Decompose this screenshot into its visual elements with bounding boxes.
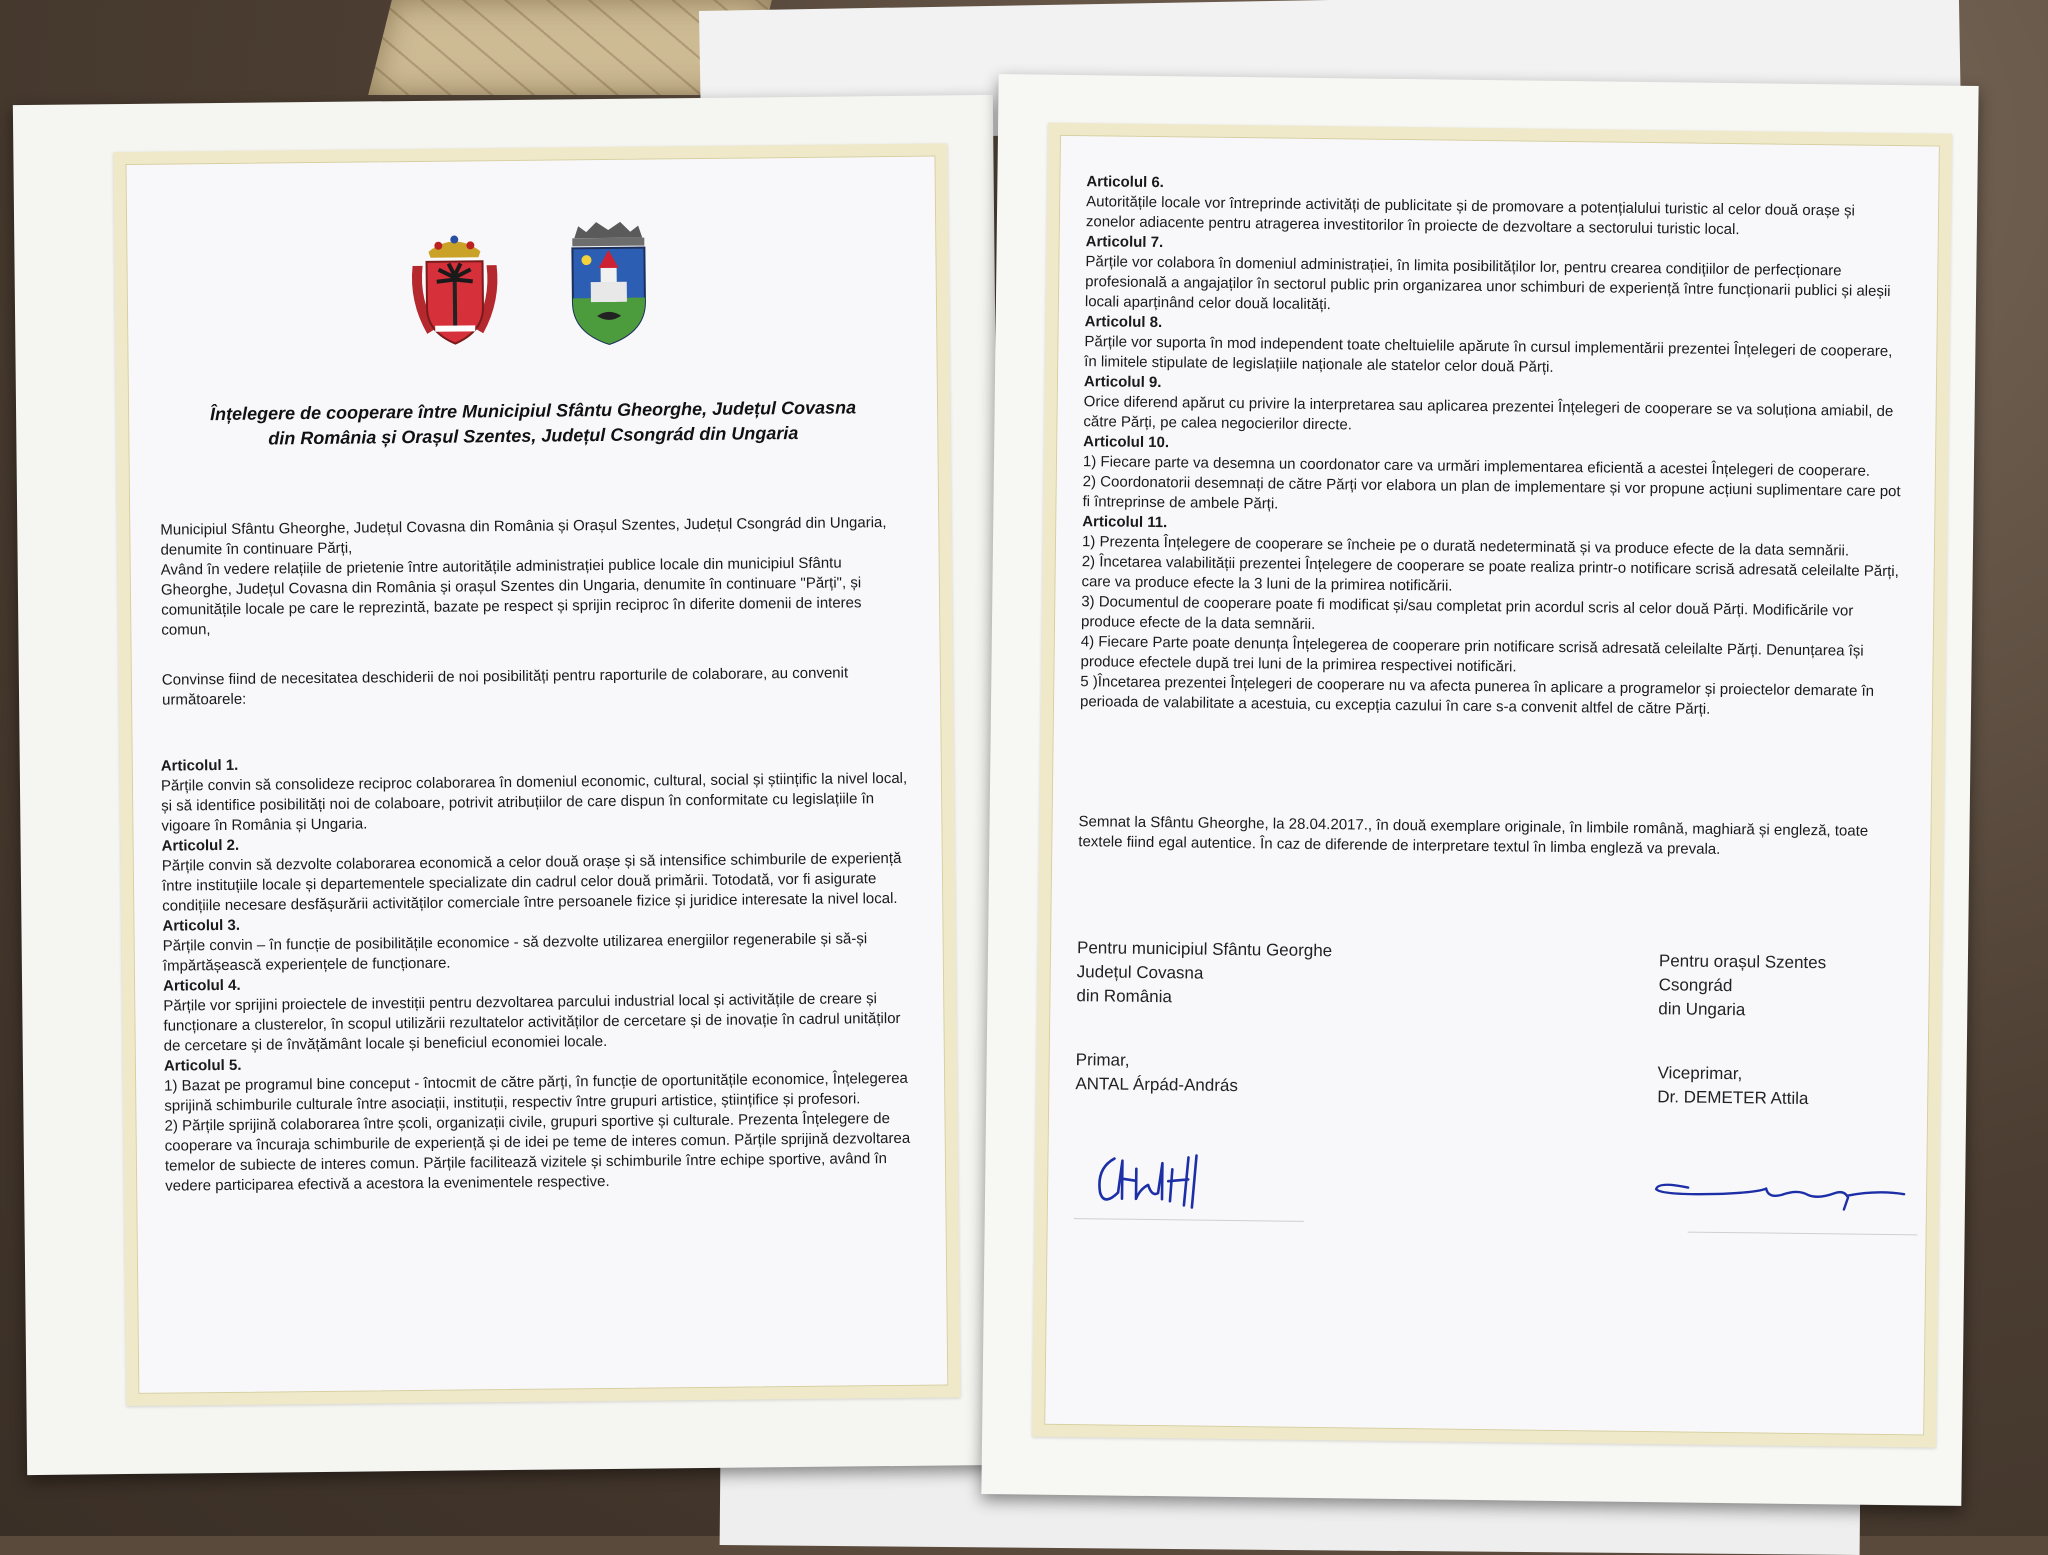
article-text: Părțile vor colabora în domeniul administrației, în limita posibilităților lor, pentru crearea condițiilor de perfecționare profesională a angajaților în sectorul public prin organizarea unor schimburi de experiență între funcționarii publici și aleșii locali aparținând celor două localități. <box>1084 253 1891 314</box>
signatory-sfantu-gheorghe <box>1075 936 1477 1101</box>
article-text: 1) Bazat pe programul bine conceput - întocmit de către părți, în funcție de oportunitățile economice, Înțelegerea sprijină schimburile culturale între asociații, instituții, respectiv între grupuri artistice, științifice și profesori. <box>164 1069 908 1115</box>
article-heading: Articolul 5. <box>163 1056 242 1075</box>
article-text: 2) Părțile sprijină colaborarea între școli, organizații civile, grupuri sportive și culturale. Prezenta Înțelegere de cooperare va încuraja schimburile de experiență și de idei pe teme de interes comun. Părțile sprijină dezvoltarea temelor de subiecte de interes comun. Părțile facilitează vizitele și schimburile între echipe sportive, având în vedere participarea efectivă a acestora la evenimentele respective. <box>164 1110 911 1195</box>
article-text: Părțile convin – în funcție de posibilitățile economice - să dezvolte utilizarea energiilor regenerabile și să-și împărtășească experiențele de funcționare. <box>162 930 868 975</box>
article-heading: Articolul 7. <box>1085 233 1164 252</box>
signatory-line: Pentru municipiul Sfântu Georghe <box>1076 938 1333 961</box>
sfantu-gheorghe-crest-icon <box>408 221 501 350</box>
szentes-crest-icon <box>562 219 655 348</box>
article-text: Orice diferend apărut cu privire la interpretarea sau aplicarea prezentei Înțelegeri de cooperare se va soluționa amiabil, de către Părți, pe calea negocierilor directe. <box>1083 393 1894 434</box>
article-heading: Articolul 11. <box>1082 513 1168 532</box>
preamble-considering: Având în vedere relațiile de prietenie între autoritățile administrației publice locale din municipiul Sfântu Gheorghe, Județul Covasna din România și orașul Szentes din Ungaria, denumite în continuare "Părți", și comunitățile locale pe care le reprezintă, bazate pe respect și sprijin reciproc în diferite domenii de interes comun, <box>160 554 862 639</box>
article-text: 5 )Încetarea prezentei Înțelegeri de cooperare nu va afecta punerea în aplicare a programelor și proiectelor demarate în perioada de valabilitate a acestuia, cu excepția cazului în care s-a convenit altfel de către Părți. <box>1079 673 1875 718</box>
signatory-name: ANTAL Árpád-András <box>1075 1074 1239 1096</box>
signatory-line: din Ungaria <box>1658 999 1746 1020</box>
article-heading: Articolul 10. <box>1083 433 1170 452</box>
document-title-line2: din România și Orașul Szentes, Județul Csongrád din Ungaria <box>268 422 799 449</box>
article-text: Părțile convin să dezvolte colaborarea economică a celor două orașe și să intensifice schimburile de experiență între instituțiile locale și departementele specializate din cadrul celor două primării. Totodată, vor fi asigurate condițiile necesare desfășurării activităților comerciale între persoanele fizice și juridice interesate la nivel local. <box>161 849 902 915</box>
left-document-frame <box>113 143 960 1406</box>
article-text: 4) Fiecare Parte poate denunța Înțelegerea de cooperare prin notificare scrisă adresată celeilalte Părți. Denunțarea își produce efectele după trei luni de la primirea respectivei notificări. <box>1080 633 1864 676</box>
coats-of-arms <box>127 217 936 353</box>
preamble-parties: Municipiul Sfântu Gheorghe, Județul Covasna din România și Orașul Szentes, Județul Csongrád din Ungaria, denumite în continuare Părți, <box>160 514 887 559</box>
articles-1-5 <box>161 749 920 1197</box>
article-text: Autoritățile locale vor întreprinde activități de publicitate și de promovare a potențialului turistic al celor două orașe și zonelor adiacente pentru atragerea investitorilor în proiecte de dezvoltare a sectorului turistic local. <box>1085 193 1855 239</box>
article-heading: Articolul 4. <box>162 976 241 995</box>
right-folder-page <box>981 74 1978 1506</box>
document-title <box>169 395 897 453</box>
signatory-line: din România <box>1076 986 1173 1007</box>
handwritten-signature-demeter <box>1648 1173 1908 1212</box>
signing-statement: Semnat la Sfântu Gheorghe, la 28.04.2017., în două exemplare originale, în limbile română, maghiară și engleză, toate textele fiind egal autentice. În caz de diferende de interpretare textul în limba engleză va prevala. <box>1078 813 1869 858</box>
article-heading: Articolul 1. <box>160 756 239 775</box>
article-text: 2) Încetarea valabilității prezentei Înțelegere de cooperare se poate realiza printr-o notificare scrisă adresată celeilalte Părți, care va produce efecte la 3 luni de la primirea notificării. <box>1081 553 1899 595</box>
right-document <box>1044 135 1940 1436</box>
preamble-convinced: Convinse fiind de necesitatea deschiderii de noi posibilități pentru raporturile de colaborare, au convenit următoarele: <box>161 664 849 709</box>
signature-line <box>1688 1232 1918 1236</box>
articles-6-11 <box>1080 172 1909 722</box>
signatory-role: Viceprimar, <box>1657 1063 1743 1084</box>
left-folder-page <box>13 95 1007 1475</box>
handwritten-signature-antal <box>1092 1148 1213 1211</box>
article-text: 2) Coordonatorii desemnați de către Părți vor elabora un plan de implementare și vor propune acțiuni suplimentare care pot fi întreprinse de ambele Părți. <box>1082 473 1901 513</box>
left-document <box>125 156 948 1394</box>
article-text: 3) Documentul de cooperare poate fi modificat și/sau completat prin acordul scris al celor două Părți. Modificările vor produce efecte de la data semnării. <box>1080 593 1854 633</box>
signatory-szentes <box>1657 949 1899 1112</box>
article-heading: Articolul 2. <box>161 836 240 855</box>
signature-line <box>1074 1218 1304 1222</box>
article-text: Părțile vor sprijini proiectele de investiții pentru dezvoltarea parcului industrial local și activitățile de creare și funcționare a clusterelor, în scopul utilizării rezultatelor activităților de cercetare și de inovație în cadrul unităților de cercetare și de învățământ locale și beneficiul economiei locale. <box>163 990 901 1055</box>
preamble <box>160 513 914 711</box>
right-document-frame <box>1032 123 1952 1448</box>
document-title-line1: Înțelegere de cooperare între Municipiul Sfântu Gheorghe, Județul Covasna <box>209 397 857 425</box>
article-heading: Articolul 6. <box>1086 173 1165 192</box>
article-text: 1) Fiecare parte va desemna un coordonator care va urmări implementarea eficientă a acestei Înțelegeri de cooperare. <box>1082 453 1871 480</box>
article-heading: Articolul 8. <box>1084 313 1163 332</box>
article-text: Părțile vor suporta în mod independent toate cheltuielile apărute în cursul implementării prezentei Înțelegeri de cooperare, în limitele stipulate de legislațiile naționale ale statelor celor două Părți. <box>1084 333 1893 376</box>
signatory-line: Pentru orașul Szentes <box>1658 951 1827 973</box>
article-text: 1) Prezenta Înțelegere de cooperare se încheie pe o durată nedeterminată și va produce efecte de la data semnării. <box>1081 533 1850 560</box>
article-heading: Articolul 9. <box>1083 373 1162 392</box>
signatory-name: Dr. DEMETER Attila <box>1657 1087 1809 1109</box>
article-text: Părțile convin să consolideze reciproc colaborarea în domeniul economic, cultural, social și științific la nivel local, și să identifice posibilități noi de colaboare, potrivit atribuțiilor de care dispun în conformitate cu legislațiile în vigoare în România și Ungaria. <box>160 769 908 835</box>
signatory-role: Primar, <box>1075 1050 1130 1070</box>
article-heading: Articolul 3. <box>162 916 241 935</box>
signatory-line: Csongrád <box>1658 975 1733 996</box>
signatory-line: Județul Covasna <box>1076 962 1204 983</box>
